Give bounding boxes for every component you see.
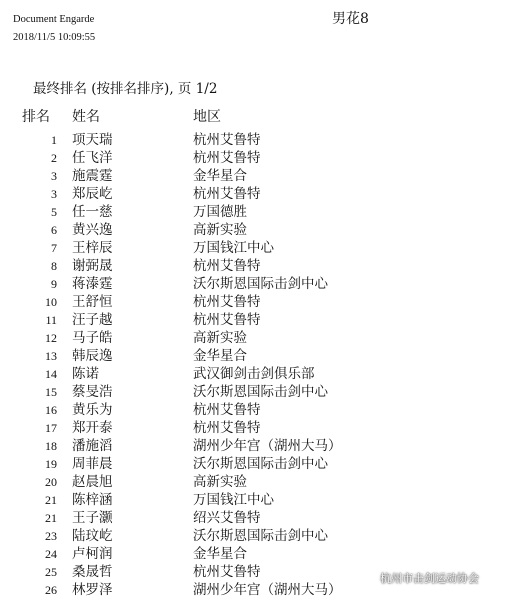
region-cell: 高新实验 — [193, 330, 247, 346]
region-cell: 杭州艾鲁特 — [193, 150, 261, 166]
name-cell: 项天瑞 — [72, 132, 113, 148]
table-row — [0, 131, 516, 149]
rank-cell: 19 — [45, 457, 57, 471]
name-cell: 王梓辰 — [72, 240, 113, 256]
name-cell: 林罗泽 — [72, 582, 113, 598]
rank-cell: 21 — [45, 511, 57, 525]
rank-cell: 6 — [51, 223, 57, 237]
name-cell: 施震霆 — [72, 168, 113, 184]
rank-cell: 7 — [51, 241, 57, 255]
watermark-text: 杭州市击剑运动协会 — [380, 572, 479, 585]
region-cell: 杭州艾鲁特 — [193, 294, 261, 310]
table-row — [0, 455, 516, 473]
rank-cell: 18 — [45, 439, 57, 453]
table-row — [0, 293, 516, 311]
table-row — [0, 437, 516, 455]
name-cell: 黄兴逸 — [72, 222, 113, 238]
table-row — [0, 419, 516, 437]
name-cell: 马子皓 — [72, 330, 113, 346]
name-cell: 蔡旻浩 — [72, 384, 113, 400]
table-row — [0, 311, 516, 329]
name-cell: 郑开泰 — [72, 420, 113, 436]
ranking-table — [0, 131, 516, 599]
region-cell: 杭州艾鲁特 — [193, 258, 261, 274]
region-cell: 湖州少年宫（湖州大马） — [193, 438, 342, 454]
region-cell: 金华星合 — [193, 546, 247, 562]
rank-cell: 26 — [45, 583, 57, 597]
table-row — [0, 527, 516, 545]
region-cell: 杭州艾鲁特 — [193, 564, 261, 580]
region-cell: 武汉御剑击剑俱乐部 — [193, 366, 315, 382]
rank-cell: 25 — [45, 565, 57, 579]
rank-cell: 11 — [45, 313, 57, 327]
table-row — [0, 257, 516, 275]
rank-cell: 21 — [45, 493, 57, 507]
column-header-region: 地区 — [193, 109, 221, 125]
table-row — [0, 365, 516, 383]
table-row — [0, 203, 516, 221]
rank-cell: 5 — [51, 205, 57, 219]
region-cell: 沃尔斯恩国际击剑中心 — [193, 456, 328, 472]
name-cell: 任飞洋 — [72, 150, 113, 166]
region-cell: 湖州少年宫（湖州大马） — [193, 582, 342, 598]
name-cell: 桑晟哲 — [72, 564, 113, 580]
region-cell: 沃尔斯恩国际击剑中心 — [193, 384, 328, 400]
table-row — [0, 491, 516, 509]
rank-cell: 14 — [45, 367, 57, 381]
rank-cell: 1 — [51, 133, 57, 147]
table-row — [0, 401, 516, 419]
rank-cell: 15 — [45, 385, 57, 399]
name-cell: 卢柯润 — [72, 546, 113, 562]
watermark — [356, 567, 479, 589]
rank-cell: 9 — [51, 277, 57, 291]
rank-cell: 20 — [45, 475, 57, 489]
wechat-icon — [356, 570, 376, 586]
app-name: Document Engarde — [13, 14, 95, 25]
ranking-title: 最终排名 (按排名排序), 页 1/2 — [33, 81, 218, 97]
rank-cell: 17 — [45, 421, 57, 435]
column-header-name: 姓名 — [72, 109, 100, 125]
name-cell: 陈诺 — [72, 366, 99, 382]
table-row — [0, 185, 516, 203]
name-cell: 韩辰逸 — [72, 348, 113, 364]
rank-cell: 16 — [45, 403, 57, 417]
name-cell: 黄乐为 — [72, 402, 113, 418]
region-cell: 万国钱江中心 — [193, 240, 274, 256]
rank-cell: 10 — [45, 295, 57, 309]
region-cell: 沃尔斯恩国际击剑中心 — [193, 276, 328, 292]
region-cell: 高新实验 — [193, 222, 247, 238]
region-cell: 绍兴艾鲁特 — [193, 510, 261, 526]
table-row — [0, 329, 516, 347]
rank-cell: 24 — [45, 547, 57, 561]
name-cell: 蒋溙霆 — [72, 276, 113, 292]
table-row — [0, 239, 516, 257]
region-cell: 杭州艾鲁特 — [193, 132, 261, 148]
region-cell: 万国德胜 — [193, 204, 247, 220]
table-row — [0, 221, 516, 239]
name-cell: 周菲晨 — [72, 456, 113, 472]
region-cell: 杭州艾鲁特 — [193, 186, 261, 202]
name-cell: 潘施滔 — [72, 438, 113, 454]
rank-cell: 3 — [51, 169, 57, 183]
name-cell: 王子灏 — [72, 510, 113, 526]
name-cell: 郑辰屹 — [72, 186, 113, 202]
name-cell: 赵晨旭 — [72, 474, 113, 490]
rank-cell: 13 — [45, 349, 57, 363]
region-cell: 万国钱江中心 — [193, 492, 274, 508]
table-row — [0, 383, 516, 401]
table-row — [0, 347, 516, 365]
column-headers — [0, 108, 516, 126]
name-cell: 王舒恒 — [72, 294, 113, 310]
name-cell: 谢弼晟 — [72, 258, 113, 274]
table-row — [0, 509, 516, 527]
name-cell: 陈梓涵 — [72, 492, 113, 508]
region-cell: 沃尔斯恩国际击剑中心 — [193, 528, 328, 544]
event-title: 男花8 — [332, 11, 369, 27]
name-cell: 任一慈 — [72, 204, 113, 220]
region-cell: 杭州艾鲁特 — [193, 402, 261, 418]
rank-cell: 12 — [45, 331, 57, 345]
region-cell: 高新实验 — [193, 474, 247, 490]
print-datetime: 2018/11/5 10:09:55 — [13, 32, 96, 43]
name-cell: 汪子越 — [72, 312, 113, 328]
region-cell: 杭州艾鲁特 — [193, 420, 261, 436]
table-row — [0, 167, 516, 185]
region-cell: 杭州艾鲁特 — [193, 312, 261, 328]
table-row — [0, 275, 516, 293]
rank-cell: 23 — [45, 529, 57, 543]
table-row — [0, 149, 516, 167]
table-row — [0, 545, 516, 563]
region-cell: 金华星合 — [193, 168, 247, 184]
rank-cell: 3 — [51, 187, 57, 201]
column-header-rank: 排名 — [22, 109, 50, 125]
rank-cell: 8 — [51, 259, 57, 273]
region-cell: 金华星合 — [193, 348, 247, 364]
rank-cell: 2 — [51, 151, 57, 165]
name-cell: 陆玟屹 — [72, 528, 113, 544]
table-row — [0, 473, 516, 491]
